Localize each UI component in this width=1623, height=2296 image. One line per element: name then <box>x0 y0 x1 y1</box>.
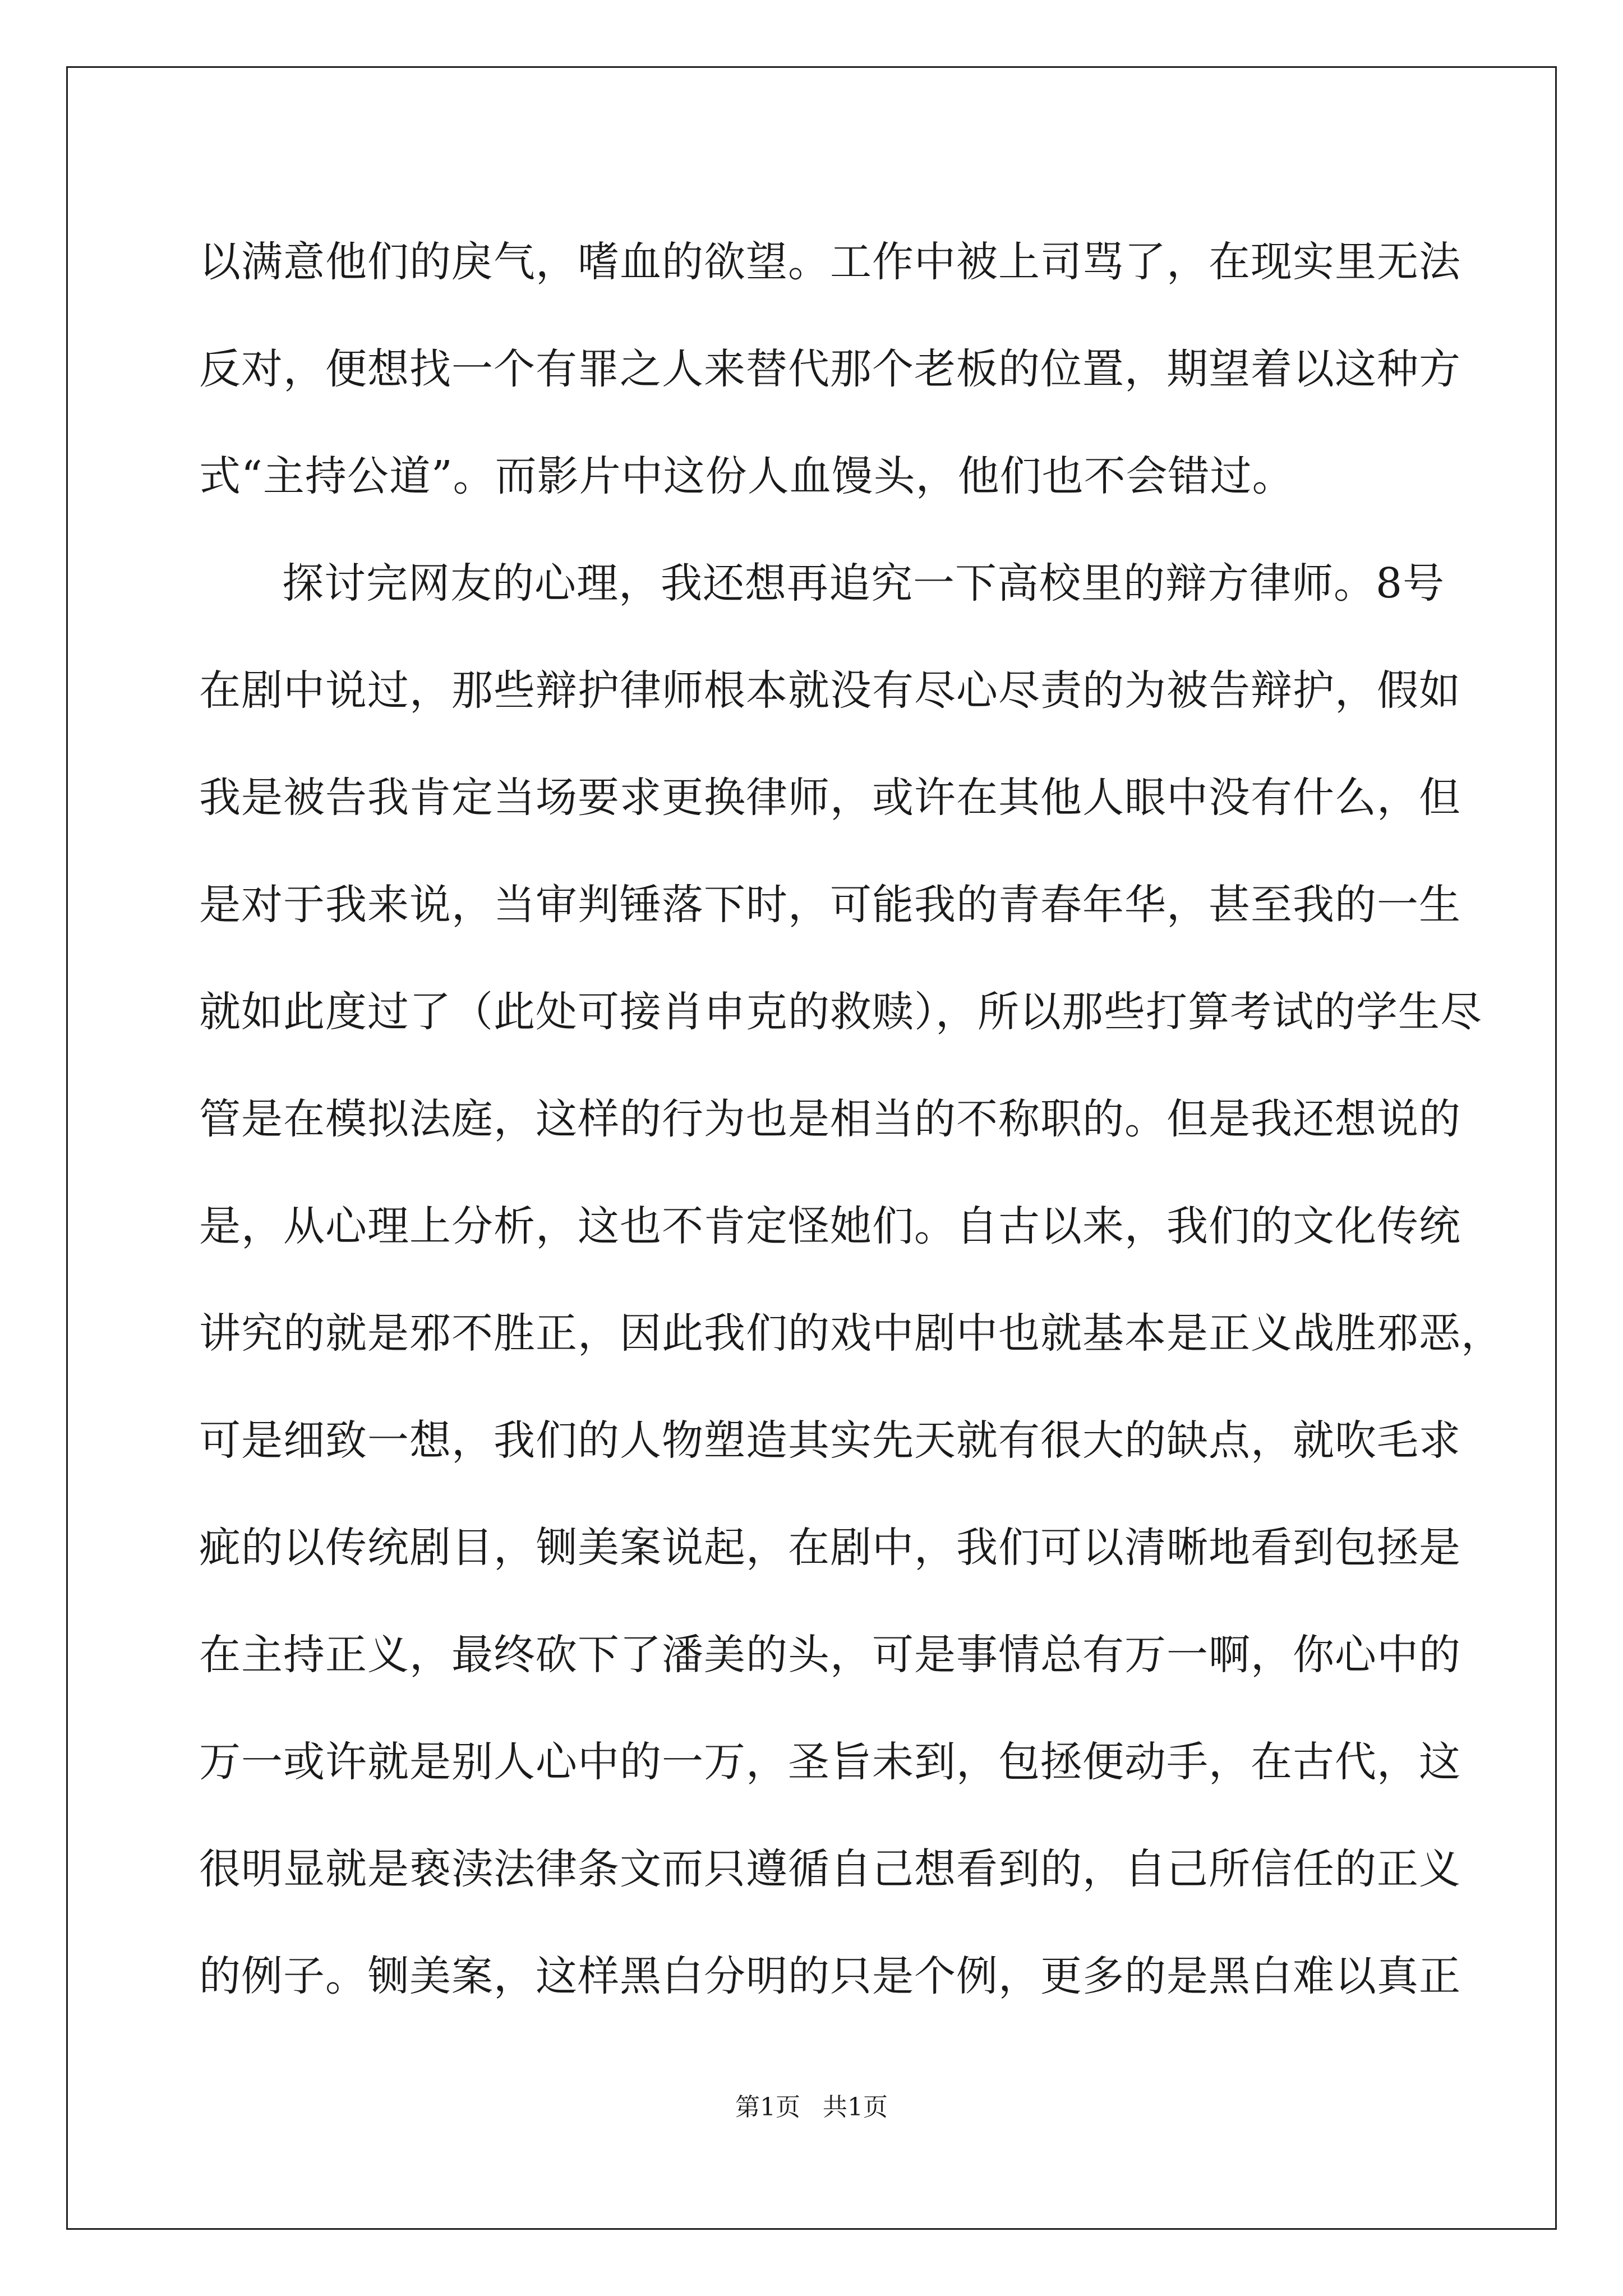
text-line: 我是被告我肯定当场要求更换律师，或许在其他人眼中没有什么，但 <box>199 774 1461 822</box>
text-line: 万一或许就是别人心中的一万，圣旨未到，包拯便动手，在古代，这 <box>199 1738 1461 1786</box>
text-line: 讲究的就是邪不胜正，因此我们的戏中剧中也就基本是正义战胜邪恶， <box>199 1309 1503 1358</box>
text-line: 在剧中说过，那些辩护律师根本就没有尽心尽责的为被告辩护，假如 <box>199 666 1461 715</box>
paragraph-first-line: 探讨完网友的心理，我还想再追究一下高校里的辩方律师。8号 <box>282 559 1445 608</box>
page-number: 第1页 <box>735 2093 800 2122</box>
page-footer <box>0 2087 1623 2123</box>
document-body <box>199 209 1503 2030</box>
page-total: 共1页 <box>823 2093 888 2122</box>
text-line: 在主持正义，最终砍下了潘美的头，可是事情总有万一啊，你心中的 <box>199 1631 1461 1679</box>
text-line: 可是细致一想，我们的人物塑造其实先天就有很大的缺点，就吹毛求 <box>199 1416 1461 1465</box>
text-line: 管是在模拟法庭，这样的行为也是相当的不称职的。但是我还想说的 <box>199 1095 1461 1143</box>
text-line: 以满意他们的戾气，嗜血的欲望。工作中被上司骂了，在现实里无法 <box>199 238 1461 286</box>
text-line: 是，从心理上分析，这也不肯定怪她们。自古以来，我们的文化传统 <box>199 1202 1461 1250</box>
text-line: 的例子。铡美案，这样黑白分明的只是个例，更多的是黑白难以真正 <box>199 1952 1461 2000</box>
text-line: 式“主持公道”。而影片中这份人血馒头，他们也不会错过。 <box>199 452 1294 500</box>
text-line: 很明显就是亵渎法律条文而只遵循自己想看到的，自己所信任的正义 <box>199 1845 1461 1893</box>
text-line: 是对于我来说，当审判锤落下时，可能我的青春年华，甚至我的一生 <box>199 881 1461 929</box>
text-line: 疵的以传统剧目，铡美案说起，在剧中，我们可以清晰地看到包拯是 <box>199 1524 1461 1572</box>
text-line: 反对，便想找一个有罪之人来替代那个老板的位置，期望着以这种方 <box>199 345 1461 393</box>
text-line: 就如此度过了（此处可接肖申克的救赎），所以那些打算考试的学生尽 <box>199 988 1482 1036</box>
